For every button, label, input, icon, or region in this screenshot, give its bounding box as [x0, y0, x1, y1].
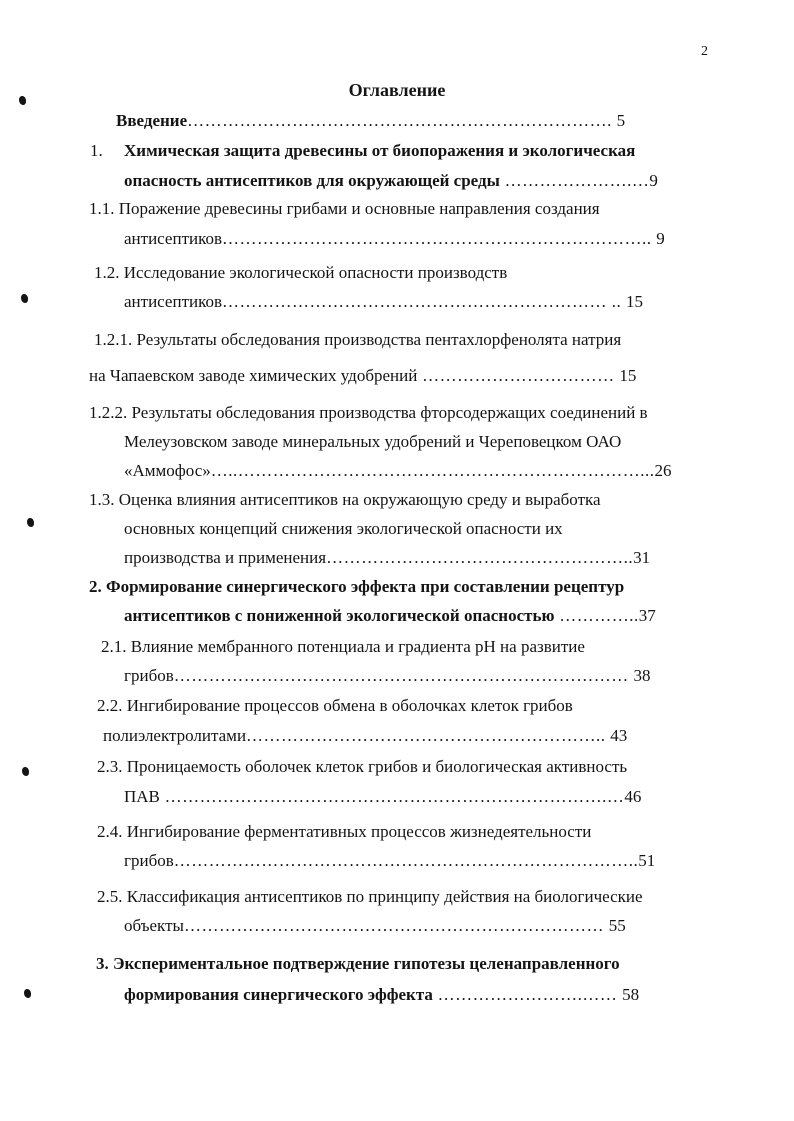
toc-entry-introduction[interactable] [116, 111, 625, 131]
toc-entry-2-5[interactable] [97, 887, 643, 907]
toc-entry-ch2[interactable] [89, 577, 624, 597]
entry-label: полиэлектролитами [103, 726, 247, 745]
margin-mark [21, 294, 28, 303]
entry-label: антисептиков с пониженной экологической опасностью [124, 606, 555, 625]
toc-entry-1-2-2-line2[interactable] [124, 432, 621, 452]
entry-label: ПАВ [124, 787, 160, 806]
entry-label: Введение [116, 111, 188, 130]
entry-label: Мелеузовском заводе минеральных удобрений и Череповецком ОАО [124, 432, 622, 451]
entry-label: грибов [124, 666, 174, 685]
dot-leader: ……………………………………………………………… [183, 916, 609, 935]
toc-entry-2-3[interactable] [97, 757, 627, 777]
dot-leader: …..……………………………………………………………... [210, 461, 655, 480]
dot-leader: ……………………………………………………………….. [222, 229, 657, 248]
entry-page: 26 [654, 461, 672, 480]
toc-entry-ch1-line1[interactable] [90, 141, 103, 161]
entry-number: 1. [90, 141, 103, 160]
page-number: 2 [701, 44, 708, 59]
toc-entry-1-2-1[interactable] [94, 330, 621, 350]
entry-label: опасность антисептиков для окружающей среды [124, 171, 500, 190]
entry-label: объекты [124, 916, 184, 935]
entry-label: 3. Экспериментальное подтверждение гипотезы целенаправленного [96, 954, 620, 973]
dot-leader: ………………………………………………………………….… [159, 787, 625, 806]
toc-entry-2-4-line2[interactable] [124, 851, 655, 871]
toc-entry-2-1[interactable] [101, 637, 585, 657]
dot-leader: ………………………………………………………………. [187, 111, 617, 130]
entry-page: 43 [610, 726, 628, 745]
dot-leader: ………….. [554, 606, 639, 625]
dot-leader: …………………………………………………………………… [173, 666, 634, 685]
margin-mark [27, 518, 34, 527]
entry-label: 1.1. Поражение древесины грибами и основные направления создания [89, 199, 600, 218]
toc-entry-ch3[interactable] [96, 954, 620, 974]
entry-page: 37 [638, 606, 656, 625]
toc-entry-2-3-line2[interactable] [124, 787, 641, 807]
entry-label: «Аммофос» [124, 461, 211, 480]
toc-entry-ch2-line2[interactable] [124, 606, 656, 626]
entry-label: 2.2. Ингибирование процессов обмена в оболочках клеток грибов [97, 696, 573, 715]
entry-label: антисептиков [124, 292, 223, 311]
entry-page: 5 [616, 111, 626, 130]
toc-entry-2-2[interactable] [97, 696, 573, 716]
toc-title: Оглавление [348, 80, 446, 100]
entry-label: 1.2. Исследование экологической опасности производств [94, 263, 508, 282]
toc-entry-ch3-line2[interactable] [124, 985, 639, 1005]
entry-label: 2.3. Проницаемость оболочек клеток грибов и биологическая активность [97, 757, 628, 776]
toc-entry-2-4[interactable] [97, 822, 591, 842]
dot-leader: …………………….…… [432, 985, 623, 1004]
entry-page: 58 [622, 985, 640, 1004]
entry-page: 31 [633, 548, 651, 567]
entry-page: 9 [649, 171, 658, 190]
toc-entry-1-2[interactable] [94, 263, 507, 283]
toc-entry-2-5-line2[interactable] [124, 916, 626, 936]
toc-entry-1-2-1-line2[interactable] [89, 366, 636, 386]
entry-label: 2.4. Ингибирование ферментативных процессов жизнедеятельности [97, 822, 592, 841]
entry-page: 55 [608, 916, 626, 935]
dot-leader: …………………………… [417, 366, 620, 385]
entry-page: 46 [624, 787, 642, 806]
entry-label: основных концепций снижения экологической опасности их [124, 519, 563, 538]
dot-leader: ………………………………………………………… .. [222, 292, 627, 311]
entry-label: 1.2.2. Результаты обследования производства фторсодержащих соединений в [89, 403, 648, 422]
margin-mark [24, 989, 31, 998]
dot-leader: ………………….… [499, 171, 650, 190]
dot-leader: …………………………………………….. [326, 548, 634, 567]
entry-label: формирования синергического эффекта [124, 985, 433, 1004]
entry-label: 1.3. Оценка влияния антисептиков на окружающую среду и выработка [89, 490, 601, 509]
entry-page: 51 [638, 851, 656, 870]
margin-mark [22, 767, 29, 776]
entry-page: 38 [633, 666, 651, 685]
toc-entry-1-1-line2[interactable] [124, 229, 665, 249]
toc-entry-2-1-line2[interactable] [124, 666, 651, 686]
entry-label: производства и применения [124, 548, 327, 567]
toc-entry-1-2-2[interactable] [89, 403, 648, 423]
toc-entry-1-2-2-line3[interactable] [124, 461, 672, 481]
entry-label: 2.5. Классификация антисептиков по принципу действия на биологические [97, 887, 643, 906]
toc-entry-ch1-line2[interactable] [124, 171, 658, 191]
entry-label: 1.2.1. Результаты обследования производства пентахлорфенолята натрия [94, 330, 622, 349]
toc-entry-ch1-title[interactable] [124, 141, 635, 161]
toc-entry-1-3-line2[interactable] [124, 519, 563, 539]
entry-label: 2. Формирование синергического эффекта при составлении рецептур [89, 577, 625, 596]
dot-leader: …………………………………………………….. [246, 726, 611, 745]
entry-label: на Чапаевском заводе химических удобрений [89, 366, 418, 385]
toc-entry-2-2-line2[interactable] [103, 726, 627, 746]
entry-page: 15 [626, 292, 644, 311]
entry-page: 9 [656, 229, 665, 248]
entry-label: антисептиков [124, 229, 223, 248]
entry-label: грибов [124, 851, 174, 870]
entry-page: 15 [619, 366, 637, 385]
toc-entry-1-1[interactable] [89, 199, 600, 219]
dot-leader: …………………………………………………………………….. [173, 851, 639, 870]
entry-label: Химическая защита древесины от биопоражения и экологическая [124, 141, 636, 160]
toc-entry-1-2-line2[interactable] [124, 292, 643, 312]
toc-entry-1-3-line3[interactable] [124, 548, 650, 568]
entry-label: 2.1. Влияние мембранного потенциала и градиента pH на развитие [101, 637, 585, 656]
toc-entry-1-3[interactable] [89, 490, 601, 510]
